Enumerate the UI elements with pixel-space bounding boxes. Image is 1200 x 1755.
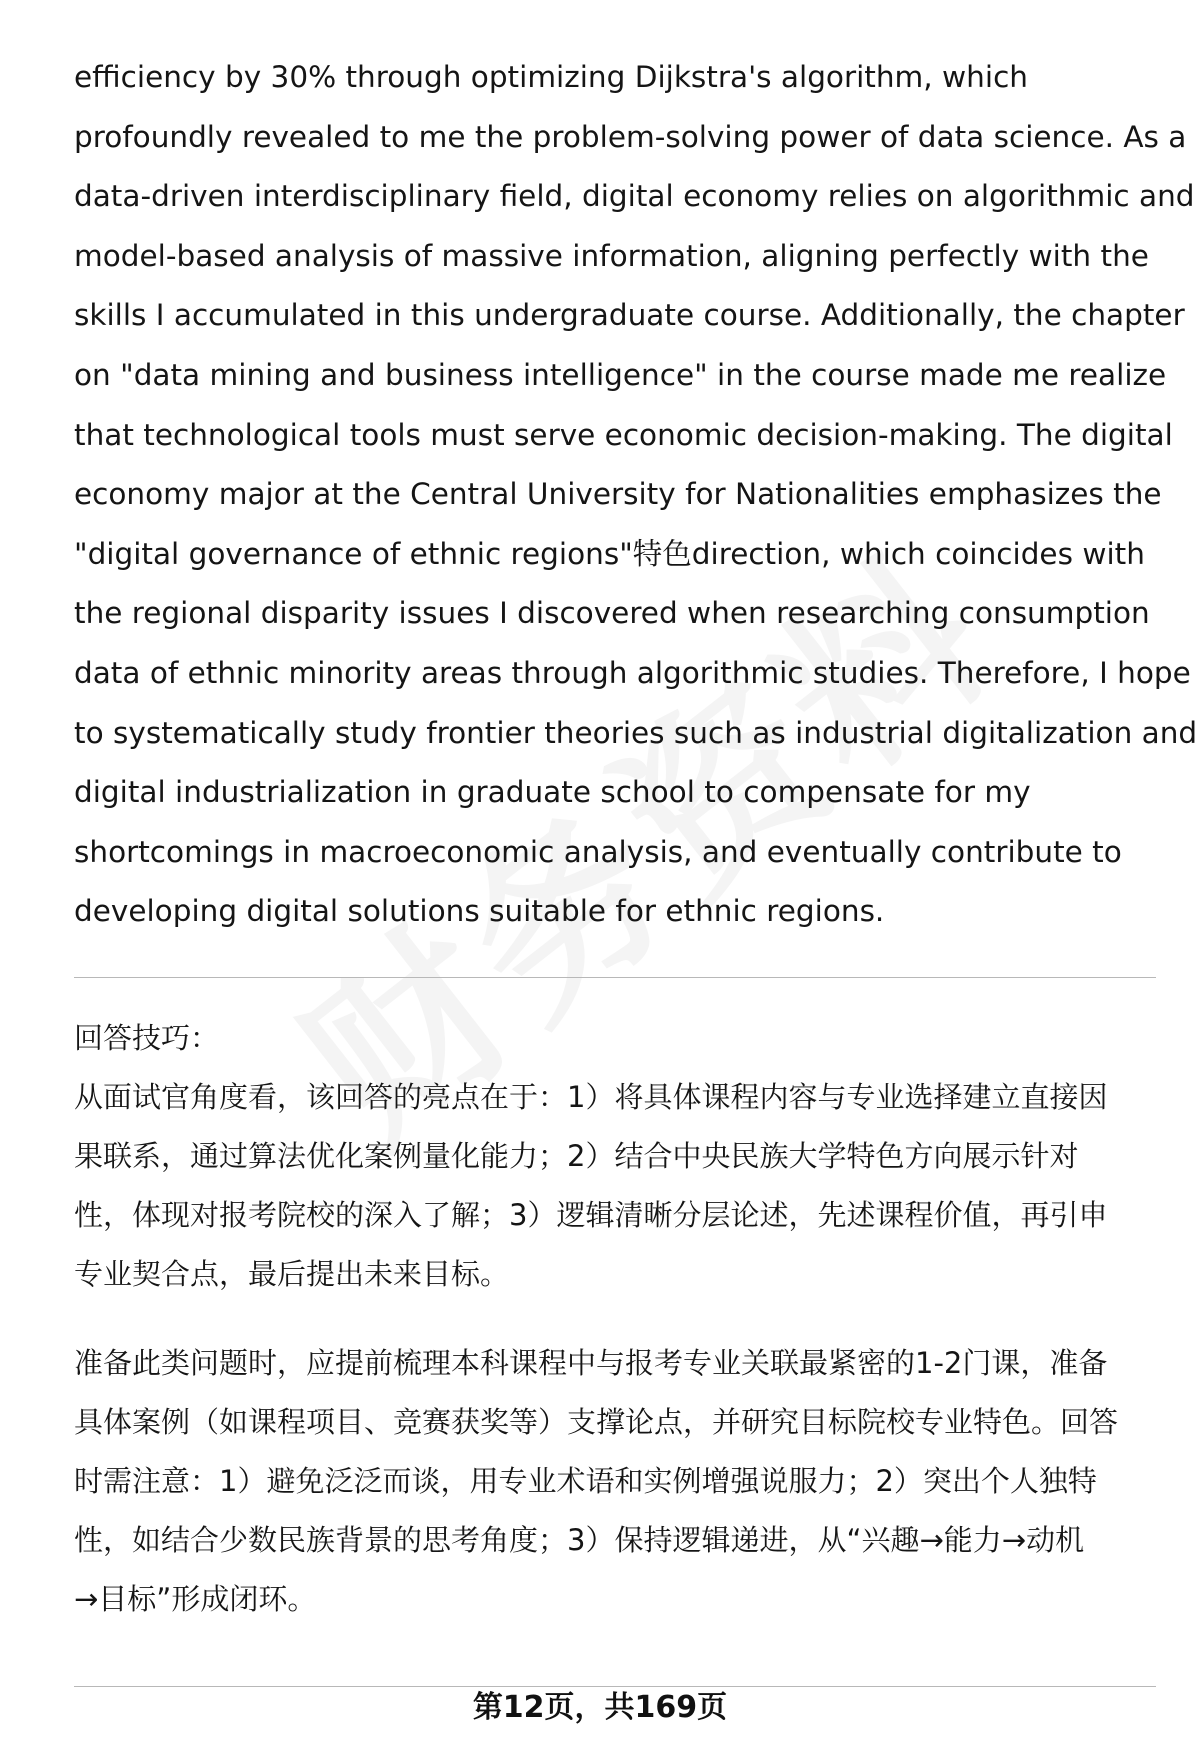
essay-line: efficiency by 30% through optimizing Dijkstra's algorithm, which (74, 60, 1028, 94)
tips-line: 具体案例（如课程项目、竞赛获奖等）支撑论点，并研究目标院校专业特色。回答 (74, 1405, 1119, 1439)
tips-line: 从面试官角度看，该回答的亮点在于：1）将具体课程内容与专业选择建立直接因 (74, 1080, 1108, 1114)
tips-line: 专业契合点，最后提出未来目标。 (74, 1257, 510, 1291)
essay-line: developing digital solutions suitable for ethnic regions. (74, 894, 885, 929)
essay-line: shortcomings in macroeconomic analysis, and eventually contribute to (74, 834, 1122, 869)
page-indicator: 第12页，共169页 (472, 1690, 728, 1725)
tips-line: 性，如结合少数民族背景的思考角度；3）保持逻辑递进，从“兴趣→能力→动机 (74, 1523, 1085, 1557)
essay-line: data-driven interdisciplinary field, digital economy relies on algorithmic and (74, 179, 1195, 214)
tips-heading-text: 回答技巧： (74, 1021, 220, 1055)
essay-line: model-based analysis of massive information, aligning perfectly with the (74, 238, 1149, 273)
essay-paragraph (74, 48, 1198, 942)
essay-line: the regional disparity issues I discovered when researching consumption (74, 596, 1150, 631)
essay-line: digital industrialization in graduate school to compensate for my (74, 775, 1031, 810)
tips-heading (74, 1009, 1174, 1068)
essay-line: economy major at the Central University for Nationalities emphasizes the (74, 477, 1162, 512)
tips-line: 性，体现对报考院校的深入了解；3）逻辑清晰分层论述，先述课程价值，再引申 (74, 1198, 1108, 1232)
tips-line: 准备此类问题时，应提前梳理本科课程中与报考专业关联最紧密的1-2门课，准备 (74, 1346, 1108, 1380)
tips-line: →目标”形成闭环。 (74, 1582, 317, 1616)
essay-line: skills I accumulated in this undergraduate course. Additionally, the chapter (74, 298, 1185, 333)
tips-line: 果联系，通过算法优化案例量化能力；2）结合中央民族大学特色方向展示针对 (74, 1139, 1079, 1173)
footer-divider (74, 1686, 1156, 1687)
essay-line: profoundly revealed to me the problem-solving power of data science. As a (74, 119, 1187, 154)
essay-line: data of ethnic minority areas through algorithmic studies. Therefore, I hope (74, 655, 1191, 690)
essay-line: to systematically study frontier theories such as industrial digitalization and (74, 715, 1198, 750)
tips-paragraph-2 (74, 1334, 1174, 1629)
section-divider (74, 977, 1156, 978)
tips-line: 时需注意：1）避免泛泛而谈，用专业术语和实例增强说服力；2）突出个人独特 (74, 1464, 1097, 1498)
essay-line: on "data mining and business intelligence" in the course made me realize (74, 357, 1167, 392)
essay-line: "digital governance of ethnic regions"特色direction, which coincides with (74, 536, 1145, 571)
essay-line: that technological tools must serve economic decision-making. The digital (74, 417, 1173, 452)
tips-paragraph-1 (74, 1068, 1174, 1304)
